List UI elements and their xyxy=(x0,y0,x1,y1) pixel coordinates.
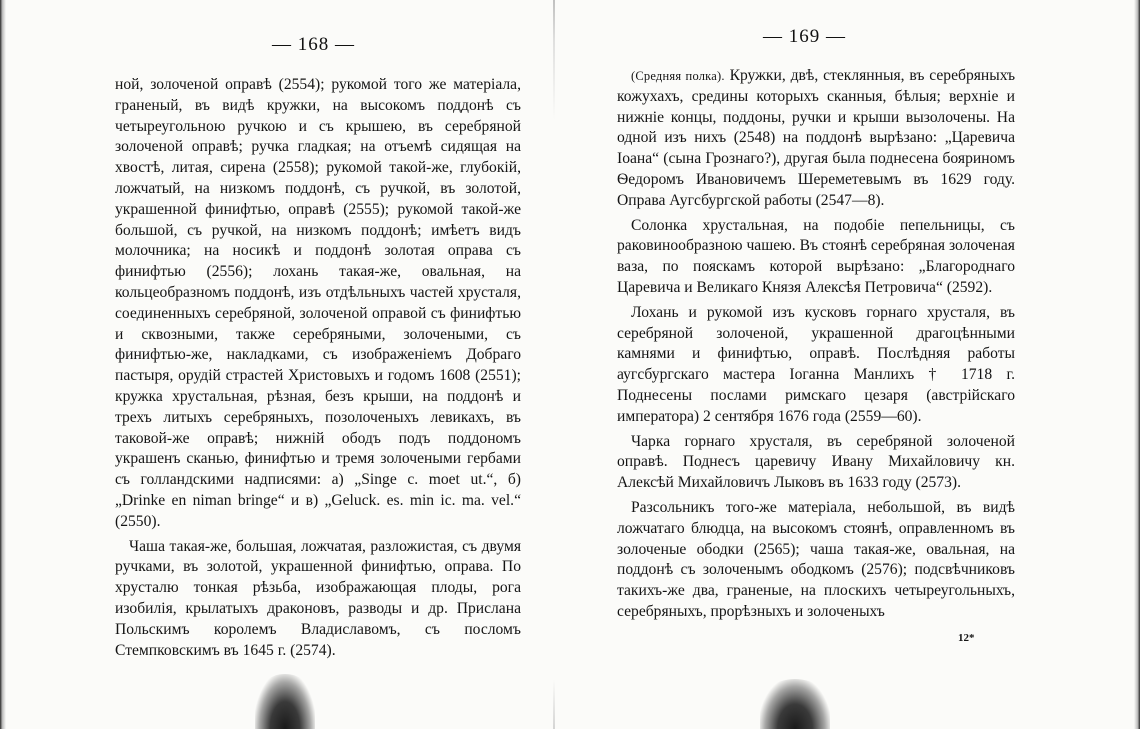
page-curl-shadow xyxy=(255,674,315,729)
page-curl-shadow xyxy=(760,679,830,729)
shelf-label: (Средняя полка). xyxy=(631,69,725,83)
page-number: — 168 — xyxy=(272,34,355,55)
page-number: — 169 — xyxy=(763,26,846,47)
paragraph xyxy=(617,66,1015,212)
text-column xyxy=(617,66,1015,627)
page-edge-shadow xyxy=(1134,0,1140,729)
right-page xyxy=(560,0,1140,729)
paragraph: Солонка хрустальная, на подобіе пепельницы, съ раковинообразною чашею. Въ стоянѣ серебряная золоченая ваза, по пояскамъ которой вырѣзано: „Благороднаго Царевича и Великаго Князя Алексѣя Петровича“ (2592). xyxy=(617,216,1015,296)
paragraph-text: Кружки, двѣ, стеклянныя, въ серебряныхъ кожухахъ, средины которыхъ сканныя, бѣлыя; верхніе и нижніе концы, поддоны, ручки и крыши вызолочены. На одной изъ нихъ (2548) на поддонѣ вырѣзано: „Царевича Іоана“ (сына Грознаго?), другая была поднесена бояриномъ Ѳедоромъ Ивановичемъ Шереметевымъ въ 1629 году. Оправа Аугсбургской работы (2547—8). xyxy=(617,67,1016,209)
left-page xyxy=(0,0,560,729)
paragraph: Лохань и рукомой изъ кусковъ горнаго хрусталя, въ серебряной золоченой, украшенной драгоцѣнными камнями и финифтью, оправѣ. Послѣдняя работы аугсбургскаго мастера Іоганна Манлихъ † 1718 г. Поднесены послами римскаго цезаря (австрійскаго императора) 2 сентября 1676 года (2559—60). xyxy=(617,303,1015,425)
signature-mark: 12* xyxy=(958,632,975,644)
paragraph: Чаша такая-же, большая, ложчатая, разложистая, съ двумя ручками, въ золотой, украшенной финифтью, оправа. По хрусталю тонкая рѣзьба, изображающая плоды, рога изобилія, крылатыхъ драконовъ, разводы и др. Прислана Польскимъ королемъ Владиславомъ, съ посломъ Стемпковскимъ въ 1645 г. (2574). xyxy=(115,537,521,659)
paragraph: ной, золоченой оправѣ (2554); рукомой того же матеріала, граненый, въ видѣ кружки, на высокомъ поддонѣ съ четыреугольною ручкою и съ крышею, въ серебряной золоченой оправѣ; ручка гладкая; на отъемѣ сидящая на хвостѣ, литая, сирена (2558); рукомой такой-же, глубокій, ложчатый, на низкомъ поддонѣ, съ ручкой, въ золотой, украшенной финифтью, оправѣ (2555); рукомой такой-же большой, съ ручкой, на низкомъ поддонѣ; имѣетъ видъ молочника; на носикѣ и поддонѣ золотая оправа съ финифтью (2556); лохань такая-же, овальная, на кольцеобразномъ поддонѣ, изъ отдѣльныхъ частей хрусталя, соединенныхъ серебряной, золоченой оправой съ финифтью и сквозными, также серебряными, золочеными, съ финифтью-же, накладками, съ изображеніемъ Добраго пастыря, орудій страстей Христовыхъ и годомъ 1608 (2551); кружка хрустальная, рѣзная, безъ крыши, на поддонѣ и трехъ литыхъ серебряныхъ, позолоченыхъ левикахъ, въ таковой-же оправѣ; нижній ободъ подъ поддономъ украшенъ сканью, финифтью и тремя золочеными гербами съ голландскими надписями: а) „Singe c. moet ut.“, б) „Drinke en niman bringe“ и в) „Geluck. es. min ic. ma. vel.“ (2550). xyxy=(115,76,521,530)
text-column xyxy=(115,75,521,665)
paragraph: Чарка горнаго хрусталя, въ серебряной золоченой оправѣ. Поднесъ царевичу Ивану Михайловичу кн. Алексѣй Михайловичъ Лыковъ въ 1633 году (2573). xyxy=(617,432,1015,492)
book-gutter xyxy=(553,0,555,729)
paragraph: Разсольникъ того-же матеріала, небольшой, въ видѣ ложчатаго блюдца, на высокомъ стоянѣ, оправленномъ въ золоченые ободки (2565); чаша такая-же, овальная, на поддонѣ съ золоченымъ ободкомъ (2576); подсвѣчниковъ такихъ-же два, граненые, на плоскихъ четыреугольныхъ, серебряныхъ, прорѣзныхъ и золоченыхъ xyxy=(617,498,1015,620)
page-edge-shadow xyxy=(0,0,6,729)
